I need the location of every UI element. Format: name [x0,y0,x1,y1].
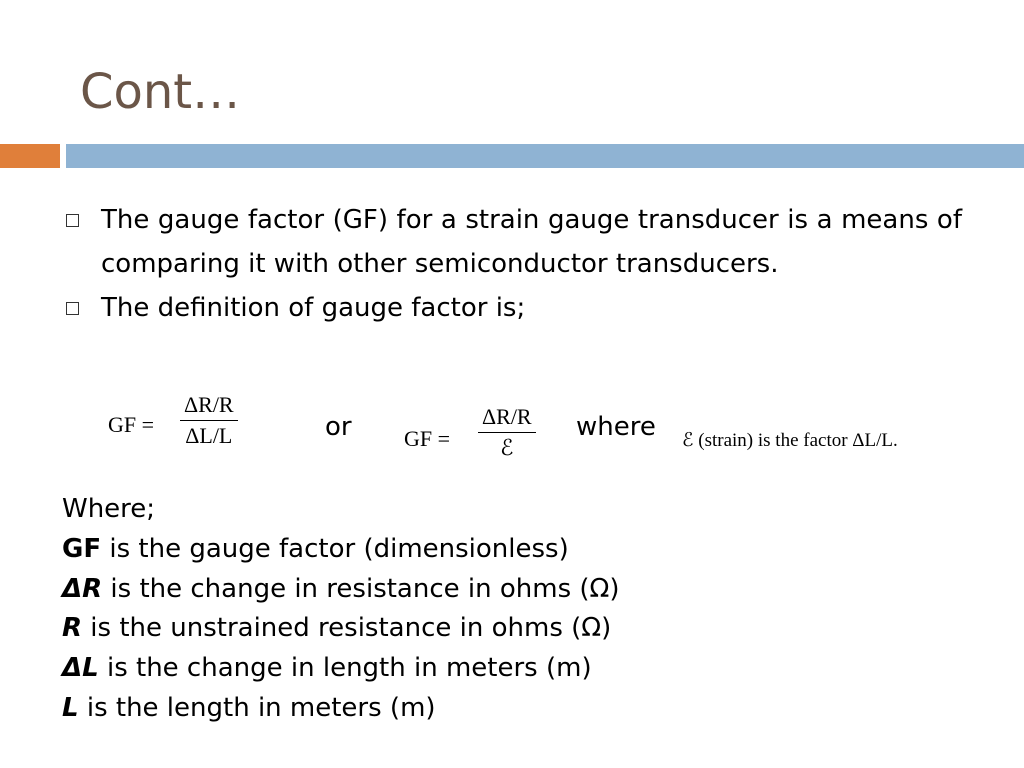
accent-bar-blue [66,144,1024,168]
definition-text: is the change in resistance in ohms (Ω) [102,573,620,604]
slide-title: Cont… [80,64,241,120]
definitions-heading: Where; [62,494,156,524]
bullet-item [62,286,962,330]
definition-item [62,609,620,649]
definition-item [62,530,620,570]
definition-text: is the unstrained resistance in ohms (Ω) [82,613,612,644]
definition-symbol: L [62,692,79,723]
bullet-text: The definition of gauge factor is; [101,293,526,323]
definition-text: is the gauge factor (dimensionless) [101,533,569,564]
formula-2-label: GF = [404,426,451,451]
formula-2-fraction [478,404,536,461]
definition-item [62,689,620,729]
strain-note: ℰ (strain) is the factor ΔL/L. [682,430,898,451]
definition-text: is the length in meters (m) [78,692,436,723]
or-text: or [325,412,352,442]
definition-symbol: ΔL [62,653,99,684]
fraction-bar [478,432,536,433]
definition-symbol: GF [62,533,102,564]
formula-1-fraction [180,392,238,449]
definition-symbol: ΔR [62,573,103,604]
definition-text: is the change in length in meters (m) [98,653,592,684]
square-bullet-icon [66,302,79,315]
bullet-list [62,198,962,330]
bullet-text: The gauge factor (GF) for a strain gauge transducer is a means of comparing it with other semiconductor transducers. [101,205,962,279]
fraction-bar [180,420,238,421]
formula-1-label: GF = [108,412,155,437]
formula-1-numerator: ΔR/R [184,392,234,417]
formula-1-denominator: ΔL/L [185,423,233,448]
definition-item [62,649,620,689]
formula-2-denominator: ℰ [500,435,514,460]
formula-row [108,388,968,478]
accent-bar-orange [0,144,60,168]
definition-symbol: R [62,613,83,644]
formula-2-numerator: ΔR/R [482,404,532,429]
definitions [62,490,620,729]
bullet-item [62,198,962,286]
square-bullet-icon [66,214,79,227]
definition-item [62,570,620,610]
where-text: where [576,412,656,442]
